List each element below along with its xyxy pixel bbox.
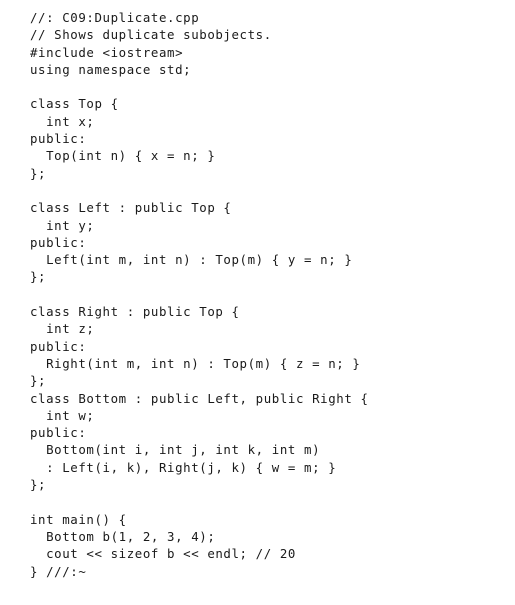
code-line-3: #include <iostream> bbox=[30, 44, 184, 60]
code-line-26: Bottom(int i, int j, int k, int m) bbox=[30, 442, 321, 458]
code-line-2: // Shows duplicate subobjects. bbox=[30, 27, 272, 43]
code-line-12: class Left : public Top { bbox=[30, 200, 232, 216]
code-line-14: public: bbox=[30, 234, 87, 250]
code-line-25: public: bbox=[30, 425, 87, 441]
code-line-31: Bottom b(1, 2, 3, 4); bbox=[30, 528, 216, 544]
code-line-13: int y; bbox=[30, 217, 95, 233]
code-line-23: class Bottom : public Left, public Right { bbox=[30, 390, 369, 406]
code-line-17 bbox=[30, 286, 369, 303]
code-line-8: public: bbox=[30, 131, 87, 147]
code-line-5 bbox=[30, 78, 369, 95]
code-line-30: int main() { bbox=[30, 511, 127, 527]
code-line-16: }; bbox=[30, 269, 47, 285]
code-line-19: int z; bbox=[30, 321, 95, 337]
code-line-20: public: bbox=[30, 338, 87, 354]
code-line-11 bbox=[30, 182, 369, 199]
code-line-15: Left(int m, int n) : Top(m) { y = n; } bbox=[30, 252, 353, 268]
code-line-27: : Left(i, k), Right(j, k) { w = m; } bbox=[30, 459, 337, 475]
code-line-22: }; bbox=[30, 373, 47, 389]
code-line-21: Right(int m, int n) : Top(m) { z = n; } bbox=[30, 355, 361, 371]
code-line-7: int x; bbox=[30, 113, 95, 129]
code-line-4: using namespace std; bbox=[30, 61, 192, 77]
code-line-29 bbox=[30, 493, 369, 510]
code-line-6: class Top { bbox=[30, 96, 119, 112]
code-line-24: int w; bbox=[30, 407, 95, 423]
code-line-28: }; bbox=[30, 477, 47, 493]
code-line-9: Top(int n) { x = n; } bbox=[30, 148, 216, 164]
code-line-10: }; bbox=[30, 165, 47, 181]
code-line-18: class Right : public Top { bbox=[30, 304, 240, 320]
code-listing bbox=[30, 9, 369, 580]
code-line-33: } ///:~ bbox=[30, 563, 87, 579]
code-line-1: //: C09:Duplicate.cpp bbox=[30, 10, 200, 25]
code-line-32: cout << sizeof b << endl; // 20 bbox=[30, 546, 296, 562]
